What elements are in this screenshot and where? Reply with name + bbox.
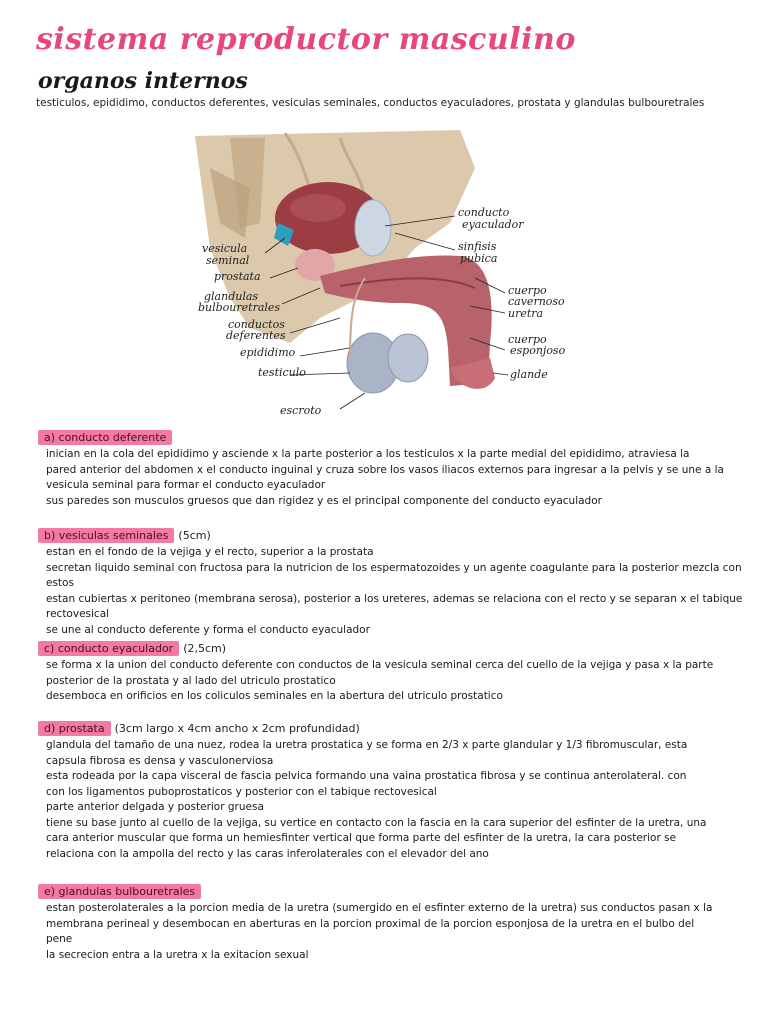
- text-line: parte anterior delgada y posterior gruesa: [46, 801, 264, 813]
- section-note: (3cm largo x 4cm ancho x 2cm profundidad): [114, 722, 360, 735]
- section-b-body: [46, 545, 766, 638]
- label-testiculo: testiculo: [258, 366, 306, 379]
- page-title: sistema reproductor masculino: [36, 22, 576, 57]
- section-tag: b) vesiculas seminales: [38, 528, 174, 543]
- label-cuerpo-esponjoso: cuerpo esponjoso: [508, 333, 566, 357]
- text-line: estan en el fondo de la vejiga y el recto, superior a la prostata: [46, 546, 374, 558]
- section-note: (5cm): [178, 529, 211, 542]
- text-line: desemboca en orificios en los coliculos seminales en la abertura del utriculo prostatico: [46, 690, 503, 702]
- section-tag: a) conducto deferente: [38, 430, 172, 445]
- label-glandulas-bulbouretrales: glandulas bulbouretrales: [198, 290, 281, 314]
- section-e-heading: [38, 884, 205, 899]
- label-vesicula-seminal: vesicula seminal: [202, 242, 250, 267]
- text-line: pared anterior del abdomen x el conducto inguinal y cruza sobre los vasos iliacos externos para ingresar a la pelvis y se une a la: [46, 463, 724, 476]
- text-line: esta rodeada por la capa visceral de fascia pelvica formando una vaina prostatica fibrosa y se continua anterolateral. con: [46, 770, 687, 782]
- text-line: se forma x la union del conducto deferente con conductos de la vesicula seminal cerca del cuello de la vejiga y pasa x la parte: [46, 659, 714, 671]
- label-cuerpo-cavernoso: cuerpo cavernoso: [508, 284, 565, 308]
- section-e-body: [46, 901, 766, 963]
- section-tag: e) glandulas bulbouretrales: [38, 884, 201, 899]
- testicle-right: [388, 334, 428, 382]
- text-line: se une al conducto deferente y forma el conducto eyaculador: [46, 623, 370, 636]
- text-line: membrana perineal y desembocan en aberturas en la porcion proximal de la porcion esponjosa de la uretra en el bulbo del: [46, 917, 695, 930]
- text-line: estan posterolaterales a la porcion media de la uretra (sumergido en el esfinter externo de la uretra) sus conductos pasan x la: [46, 902, 713, 914]
- section-d-heading: [38, 721, 360, 736]
- label-uretra: uretra: [508, 307, 544, 320]
- text-line: pene: [46, 933, 73, 945]
- pubic-symphysis: [355, 200, 391, 256]
- bladder-highlight: [290, 194, 346, 222]
- section-c-body: [46, 658, 766, 705]
- text-line: secretan liquido seminal con fructosa para la nutricion de los espermatozoides y un agente coagulante para la posterior mezcla con estos: [46, 561, 742, 589]
- text-line: vesicula seminal para formar el conducto eyaculador: [46, 479, 326, 491]
- text-line: inician en la cola del epididimo y asciende x la parte posterior a los testiculos x la parte medial del epididimo, atraviesa la: [46, 448, 690, 460]
- text-line: con los ligamentos puboprostaticos y posterior con el tabique rectovesical: [46, 785, 437, 798]
- section-tag: c) conducto eyaculador: [38, 641, 179, 656]
- text-line: relaciona con la ampolla del recto y las caras inferolaterales con el elevador del ano: [46, 847, 489, 860]
- text-line: glandula del tamaño de una nuez, rodea la uretra prostatica y se forma en 2/3 x parte glandular y 1/3 fibromuscular, esta: [46, 739, 688, 751]
- label-sinfisis-pubica: sinfisis pubica: [458, 240, 498, 265]
- text-line: rectovesical: [46, 608, 110, 620]
- text-line: cara anterior muscular que forma un hemiesfinter vertical que forma parte del esfinter de la uretra, la cara posterior se: [46, 832, 677, 844]
- text-line: posterior de la prostata y al lado del utriculo prostatico: [46, 674, 336, 687]
- section-a-body: [46, 447, 766, 509]
- text-line: tiene su base junto al cuello de la vejiga, su vertice en contacto con la fascia en la cara superior del esfinter de la uretra, una: [46, 816, 707, 829]
- label-conductos-deferentes: conductos deferentes: [226, 318, 286, 342]
- section-tag: d) prostata: [38, 721, 111, 736]
- label-escroto: escroto: [280, 404, 322, 417]
- section-d-body: [46, 738, 766, 862]
- text-line: la secrecion entra a la uretra x la exitacion sexual: [46, 948, 309, 961]
- label-epididimo: epididimo: [240, 346, 296, 359]
- text-line: sus paredes son musculos gruesos que dan rigidez y es el principal componente del conducto eyaculador: [46, 494, 602, 507]
- section-note: (2,5cm): [183, 642, 227, 655]
- anatomy-illustration: [190, 128, 610, 418]
- text-line: estan cubiertas x peritoneo (membrana serosa), posterior a los ureteres, ademas se relaciona con el recto y se separan x el tabique: [46, 592, 743, 605]
- label-glande: glande: [510, 368, 548, 381]
- organ-list: testiculos, epididimo, conductos deferentes, vesiculas seminales, conductos eyaculadores, prostata y glandulas bulbouretrales: [36, 97, 705, 109]
- section-subtitle: organos internos: [38, 68, 248, 94]
- text-line: capsula fibrosa es densa y vasculonerviosa: [46, 754, 274, 767]
- section-a-heading: [38, 430, 176, 445]
- label-conducto-eyaculador: conducto eyaculador: [458, 206, 524, 231]
- section-c-heading: [38, 641, 226, 656]
- section-b-heading: [38, 528, 211, 543]
- label-prostata: prostata: [214, 270, 261, 283]
